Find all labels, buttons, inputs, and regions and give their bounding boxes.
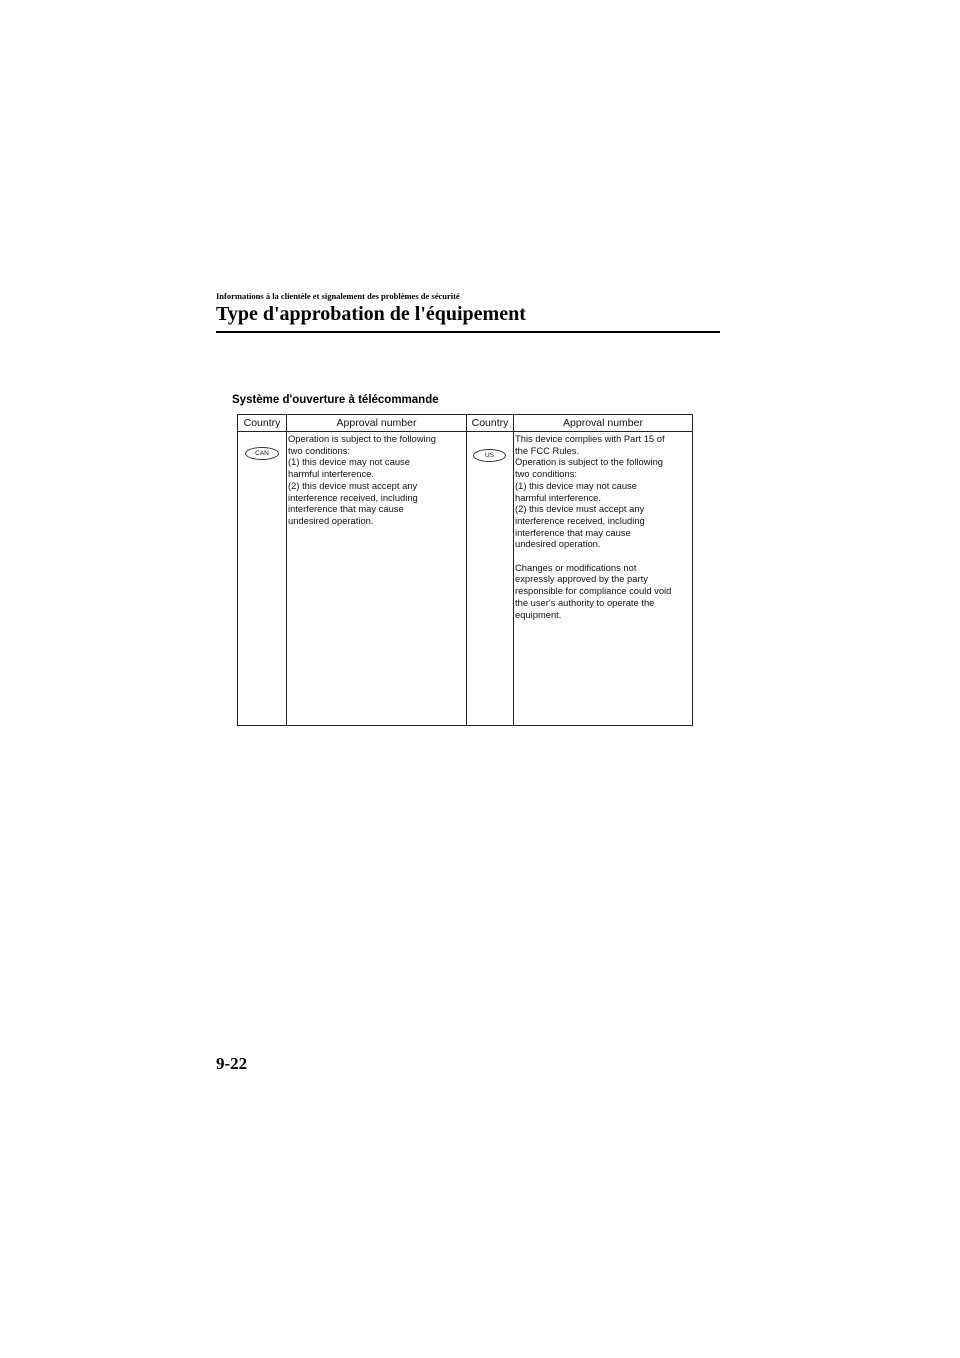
- country-badge-us: US: [473, 449, 506, 462]
- approval-table: [237, 414, 693, 726]
- header-country-1: Country: [243, 417, 281, 429]
- page-title: Type d'approbation de l'équipement: [216, 303, 526, 325]
- header-approval-number-1: Approval number: [336, 417, 417, 429]
- country-badge-can: CAN: [245, 447, 279, 460]
- title-divider: [216, 331, 720, 333]
- page-number: 9-22: [216, 1054, 248, 1073]
- header-approval-number-2: Approval number: [563, 417, 643, 429]
- figure-caption: Système d'ouverture à télécommande: [232, 394, 439, 406]
- header-divider: [238, 431, 692, 432]
- column-divider: [513, 415, 514, 725]
- approval-text-us: This device complies with Part 15 of the FCC Rules. Operation is subject to the following two conditions: (1) this device may not cause harmful interference. (2) this device must accept any interference received, including interference that may cause undesired operation. Changes or modifications not expressly approved by the party responsible for compliance could void the user's authority to operate the equipment.: [515, 433, 672, 620]
- column-divider: [286, 415, 287, 725]
- section-label: Informations à la clientèle et signalement des problèmes de sécurité: [216, 291, 460, 301]
- header-country-2: Country: [471, 417, 509, 429]
- column-divider: [466, 415, 467, 725]
- approval-text-can: Operation is subject to the following two conditions: (1) this device may not cause harmful interference. (2) this device must accept any interference received, including interference that may cause undesired operation.: [288, 433, 436, 526]
